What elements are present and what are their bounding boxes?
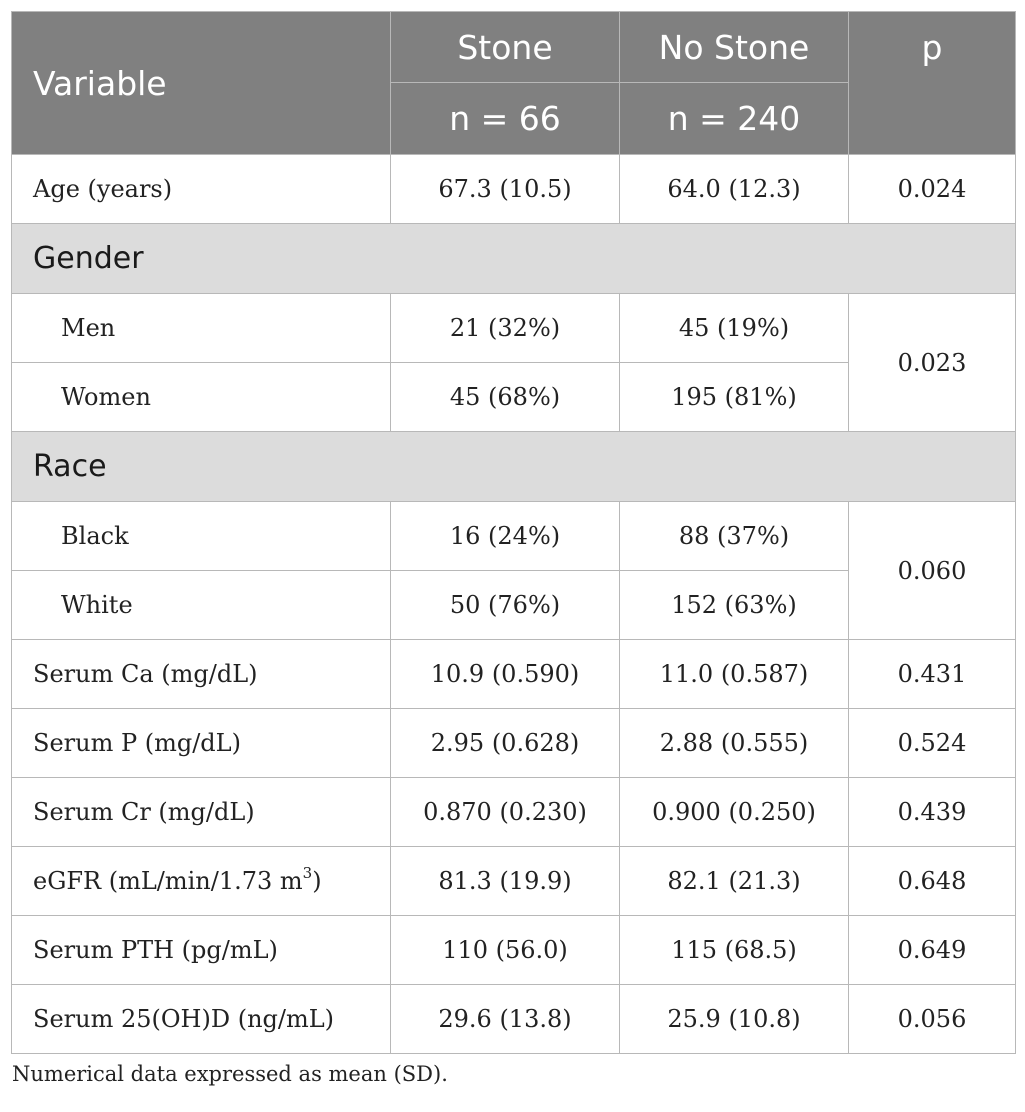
header-p: p (849, 12, 1016, 155)
cell-p: 0.439 (849, 778, 1016, 847)
table-row (12, 985, 1016, 1054)
header-stone: Stone (391, 12, 620, 83)
cell-stone: 67.3 (10.5) (391, 155, 620, 224)
cell-stone: 110 (56.0) (391, 916, 620, 985)
table-row (12, 778, 1016, 847)
cell-p: 0.060 (849, 502, 1016, 640)
table-row (12, 847, 1016, 916)
cell-stone: 10.9 (0.590) (391, 640, 620, 709)
cell-p: 0.023 (849, 294, 1016, 432)
cell-p: 0.431 (849, 640, 1016, 709)
section-row-race (12, 432, 1016, 502)
row-label-egfr (12, 847, 391, 916)
cell-p: 0.648 (849, 847, 1016, 916)
cell-stone: 45 (68%) (391, 363, 620, 432)
header-stone-n: n = 66 (391, 83, 620, 155)
cell-stone: 21 (32%) (391, 294, 620, 363)
row-label: Serum Cr (mg/dL) (12, 778, 391, 847)
cell-no-stone: 88 (37%) (620, 502, 849, 571)
cell-stone: 81.3 (19.9) (391, 847, 620, 916)
superscript: 3 (302, 864, 313, 882)
row-label: eGFR (mL/min/1.73 m (33, 867, 303, 895)
row-label-end: ) (312, 867, 322, 895)
cell-no-stone: 45 (19%) (620, 294, 849, 363)
data-table (11, 11, 1016, 1054)
table-row (12, 502, 1016, 571)
cell-p: 0.524 (849, 709, 1016, 778)
cell-no-stone: 152 (63%) (620, 571, 849, 640)
cell-stone: 16 (24%) (391, 502, 620, 571)
table-row (12, 709, 1016, 778)
cell-p: 0.056 (849, 985, 1016, 1054)
cell-no-stone: 2.88 (0.555) (620, 709, 849, 778)
table-footnote: Numerical data expressed as mean (SD). (12, 1062, 448, 1086)
row-label: Age (years) (12, 155, 391, 224)
row-label: Women (12, 363, 391, 432)
cell-no-stone: 25.9 (10.8) (620, 985, 849, 1054)
table-row (12, 916, 1016, 985)
cell-stone: 50 (76%) (391, 571, 620, 640)
table-container (11, 11, 1015, 1086)
cell-no-stone: 64.0 (12.3) (620, 155, 849, 224)
cell-p: 0.024 (849, 155, 1016, 224)
table-row (12, 294, 1016, 363)
cell-stone: 2.95 (0.628) (391, 709, 620, 778)
section-label: Gender (12, 224, 1016, 294)
row-label: Serum PTH (pg/mL) (12, 916, 391, 985)
cell-stone: 29.6 (13.8) (391, 985, 620, 1054)
cell-stone: 0.870 (0.230) (391, 778, 620, 847)
cell-no-stone: 0.900 (0.250) (620, 778, 849, 847)
cell-no-stone: 82.1 (21.3) (620, 847, 849, 916)
row-label: Serum Ca (mg/dL) (12, 640, 391, 709)
row-label: Serum P (mg/dL) (12, 709, 391, 778)
header-no-stone-n: n = 240 (620, 83, 849, 155)
row-label: White (12, 571, 391, 640)
header-no-stone: No Stone (620, 12, 849, 83)
cell-no-stone: 195 (81%) (620, 363, 849, 432)
cell-no-stone: 115 (68.5) (620, 916, 849, 985)
section-row-gender (12, 224, 1016, 294)
cell-p: 0.649 (849, 916, 1016, 985)
table-row (12, 640, 1016, 709)
row-label: Men (12, 294, 391, 363)
row-label: Black (12, 502, 391, 571)
header-variable: Variable (12, 12, 391, 155)
row-label: Serum 25(OH)D (ng/mL) (12, 985, 391, 1054)
section-label: Race (12, 432, 1016, 502)
table-header (12, 12, 1016, 155)
table-row (12, 155, 1016, 224)
cell-no-stone: 11.0 (0.587) (620, 640, 849, 709)
